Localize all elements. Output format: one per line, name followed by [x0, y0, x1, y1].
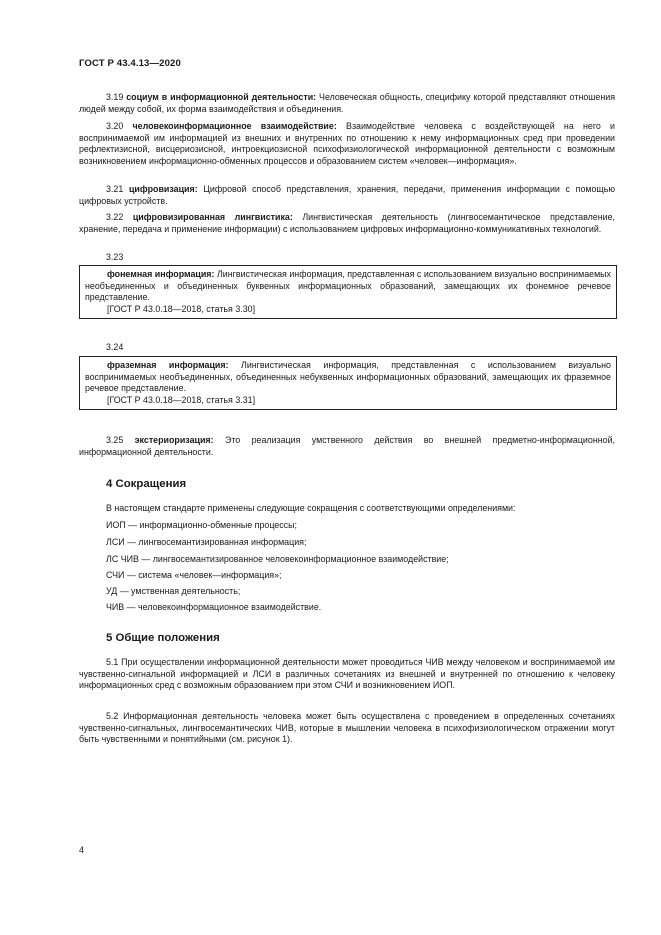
clause-text: 5.2 Информационная деятельность человека может быть осуществлена с проведением в определенных сочетаниях чувственно-сигнальных, лингвосемантических ЧИВ, которые в мышлении человека в психофизиологическом отражении могут быть чувственными и понятийными (см. рисунок 1). — [79, 711, 615, 745]
abbreviation-item: ЧИВ — человекоинформационное взаимодействие. — [106, 602, 322, 612]
clause-text: Человеческая общность, специфику которой представляют отношения людей между собой, их форма взаимодействия и объединения. — [79, 92, 616, 114]
abbreviation-item: СЧИ — система «человек—информация»; — [106, 570, 282, 580]
clause-3-23-box — [79, 265, 617, 319]
clause-3-20 — [79, 121, 615, 167]
clause-number: 3.19 — [106, 92, 124, 102]
document-header: ГОСТ Р 43.4.13—2020 — [79, 58, 181, 69]
clause-term: фраземная информация: — [107, 360, 229, 370]
clause-5-2 — [79, 711, 615, 746]
clause-text: Это реализация умственного действия во внешней предметно-информационной, информационной деятельности. — [79, 435, 615, 457]
clause-3-24-reference: [ГОСТ Р 43.0.18—2018, статья 3.31] — [107, 394, 256, 405]
clause-term: цифровизированная лингвистика: — [132, 212, 293, 222]
clause-text: Лингвистическая информация, представленная с использованием визуально воспринимаемых необъединенных и объединенных буквенных информационных образований, замещающих их фонемное речевое представление. — [85, 269, 611, 303]
clause-3-19 — [79, 92, 615, 115]
abbreviation-item: ИОП — информационно-обменные процессы; — [106, 520, 297, 530]
abbreviation-item: ЛС ЧИВ — лингвосемантизированное человекоинформационное взаимодействие; — [106, 554, 449, 564]
clause-text: Лингвистическая информация, представленная с использованием визуально воспринимаемых необъединенных, объединенных небуквенных информационных образований, замещающих их фраземное речевое представление. — [85, 360, 611, 394]
clause-3-24-box — [79, 356, 617, 410]
clause-term: фонемная информация: — [107, 269, 215, 279]
clause-term: экстериоризация: — [134, 435, 214, 445]
clause-3-25 — [79, 435, 615, 458]
section-4-heading: 4 Сокращения — [106, 478, 187, 490]
clause-3-21 — [79, 184, 615, 207]
section-4-intro: В настоящем стандарте применены следующие сокращения с соответствующими определениями: — [106, 503, 516, 513]
clause-text: Цифровой способ представления, хранения, передачи, применения информации с помощью цифровых устройств. — [79, 184, 615, 206]
clause-3-23-reference: [ГОСТ Р 43.0.18—2018, статья 3.30] — [107, 303, 256, 314]
clause-3-24-number: 3.24 — [106, 342, 124, 352]
clause-text: Взаимодействие человека с воздействующей на него и воспринимаемой им информацией из внешних и внутренних по отношению к нему информационных сред при проведении рефлектизисной, висцериозисной, интроекциозисной психофизиологической информационной деятельности с возможным возникновением информационно-обменных процессов и образованием систем «человек—информация». — [79, 121, 615, 166]
page-number: 4 — [79, 845, 85, 855]
abbreviation-item: УД — умственная деятельность; — [106, 586, 241, 596]
clause-3-23-definition — [85, 269, 611, 304]
clause-number: 3.20 — [106, 121, 124, 131]
clause-term: человекоинформационное взаимодействие: — [132, 121, 337, 131]
clause-text: 5.1 При осуществлении информационной деятельности может проводиться ЧИВ между человеком и воспринимаемой им чувственно-сигнальной информацией и ЛСИ в различных сочетаниях из внешней и внутренней по отношению к человеку информационных сред с возможным образованием при этом СЧИ и возникновением ИОП. — [79, 657, 615, 691]
clause-3-23-number: 3.23 — [106, 252, 124, 262]
clause-3-24-definition — [85, 360, 611, 395]
abbreviation-item: ЛСИ — лингвосемантизированная информация; — [106, 537, 307, 547]
clause-term: социум в информационной деятельности: — [126, 92, 317, 102]
clause-term: цифровизация: — [128, 184, 198, 194]
section-5-heading: 5 Общие положения — [106, 632, 220, 644]
clause-5-1 — [79, 657, 615, 692]
clause-number: 3.21 — [106, 184, 124, 194]
clause-3-22 — [79, 212, 615, 235]
clause-number: 3.22 — [106, 212, 124, 222]
clause-number: 3.25 — [106, 435, 124, 445]
clause-text: Лингвистическая деятельность (лингвосемантическое представление, хранение, передача и применение информации) с использованием цифровых информационно-коммуникативных технологий. — [79, 212, 615, 234]
